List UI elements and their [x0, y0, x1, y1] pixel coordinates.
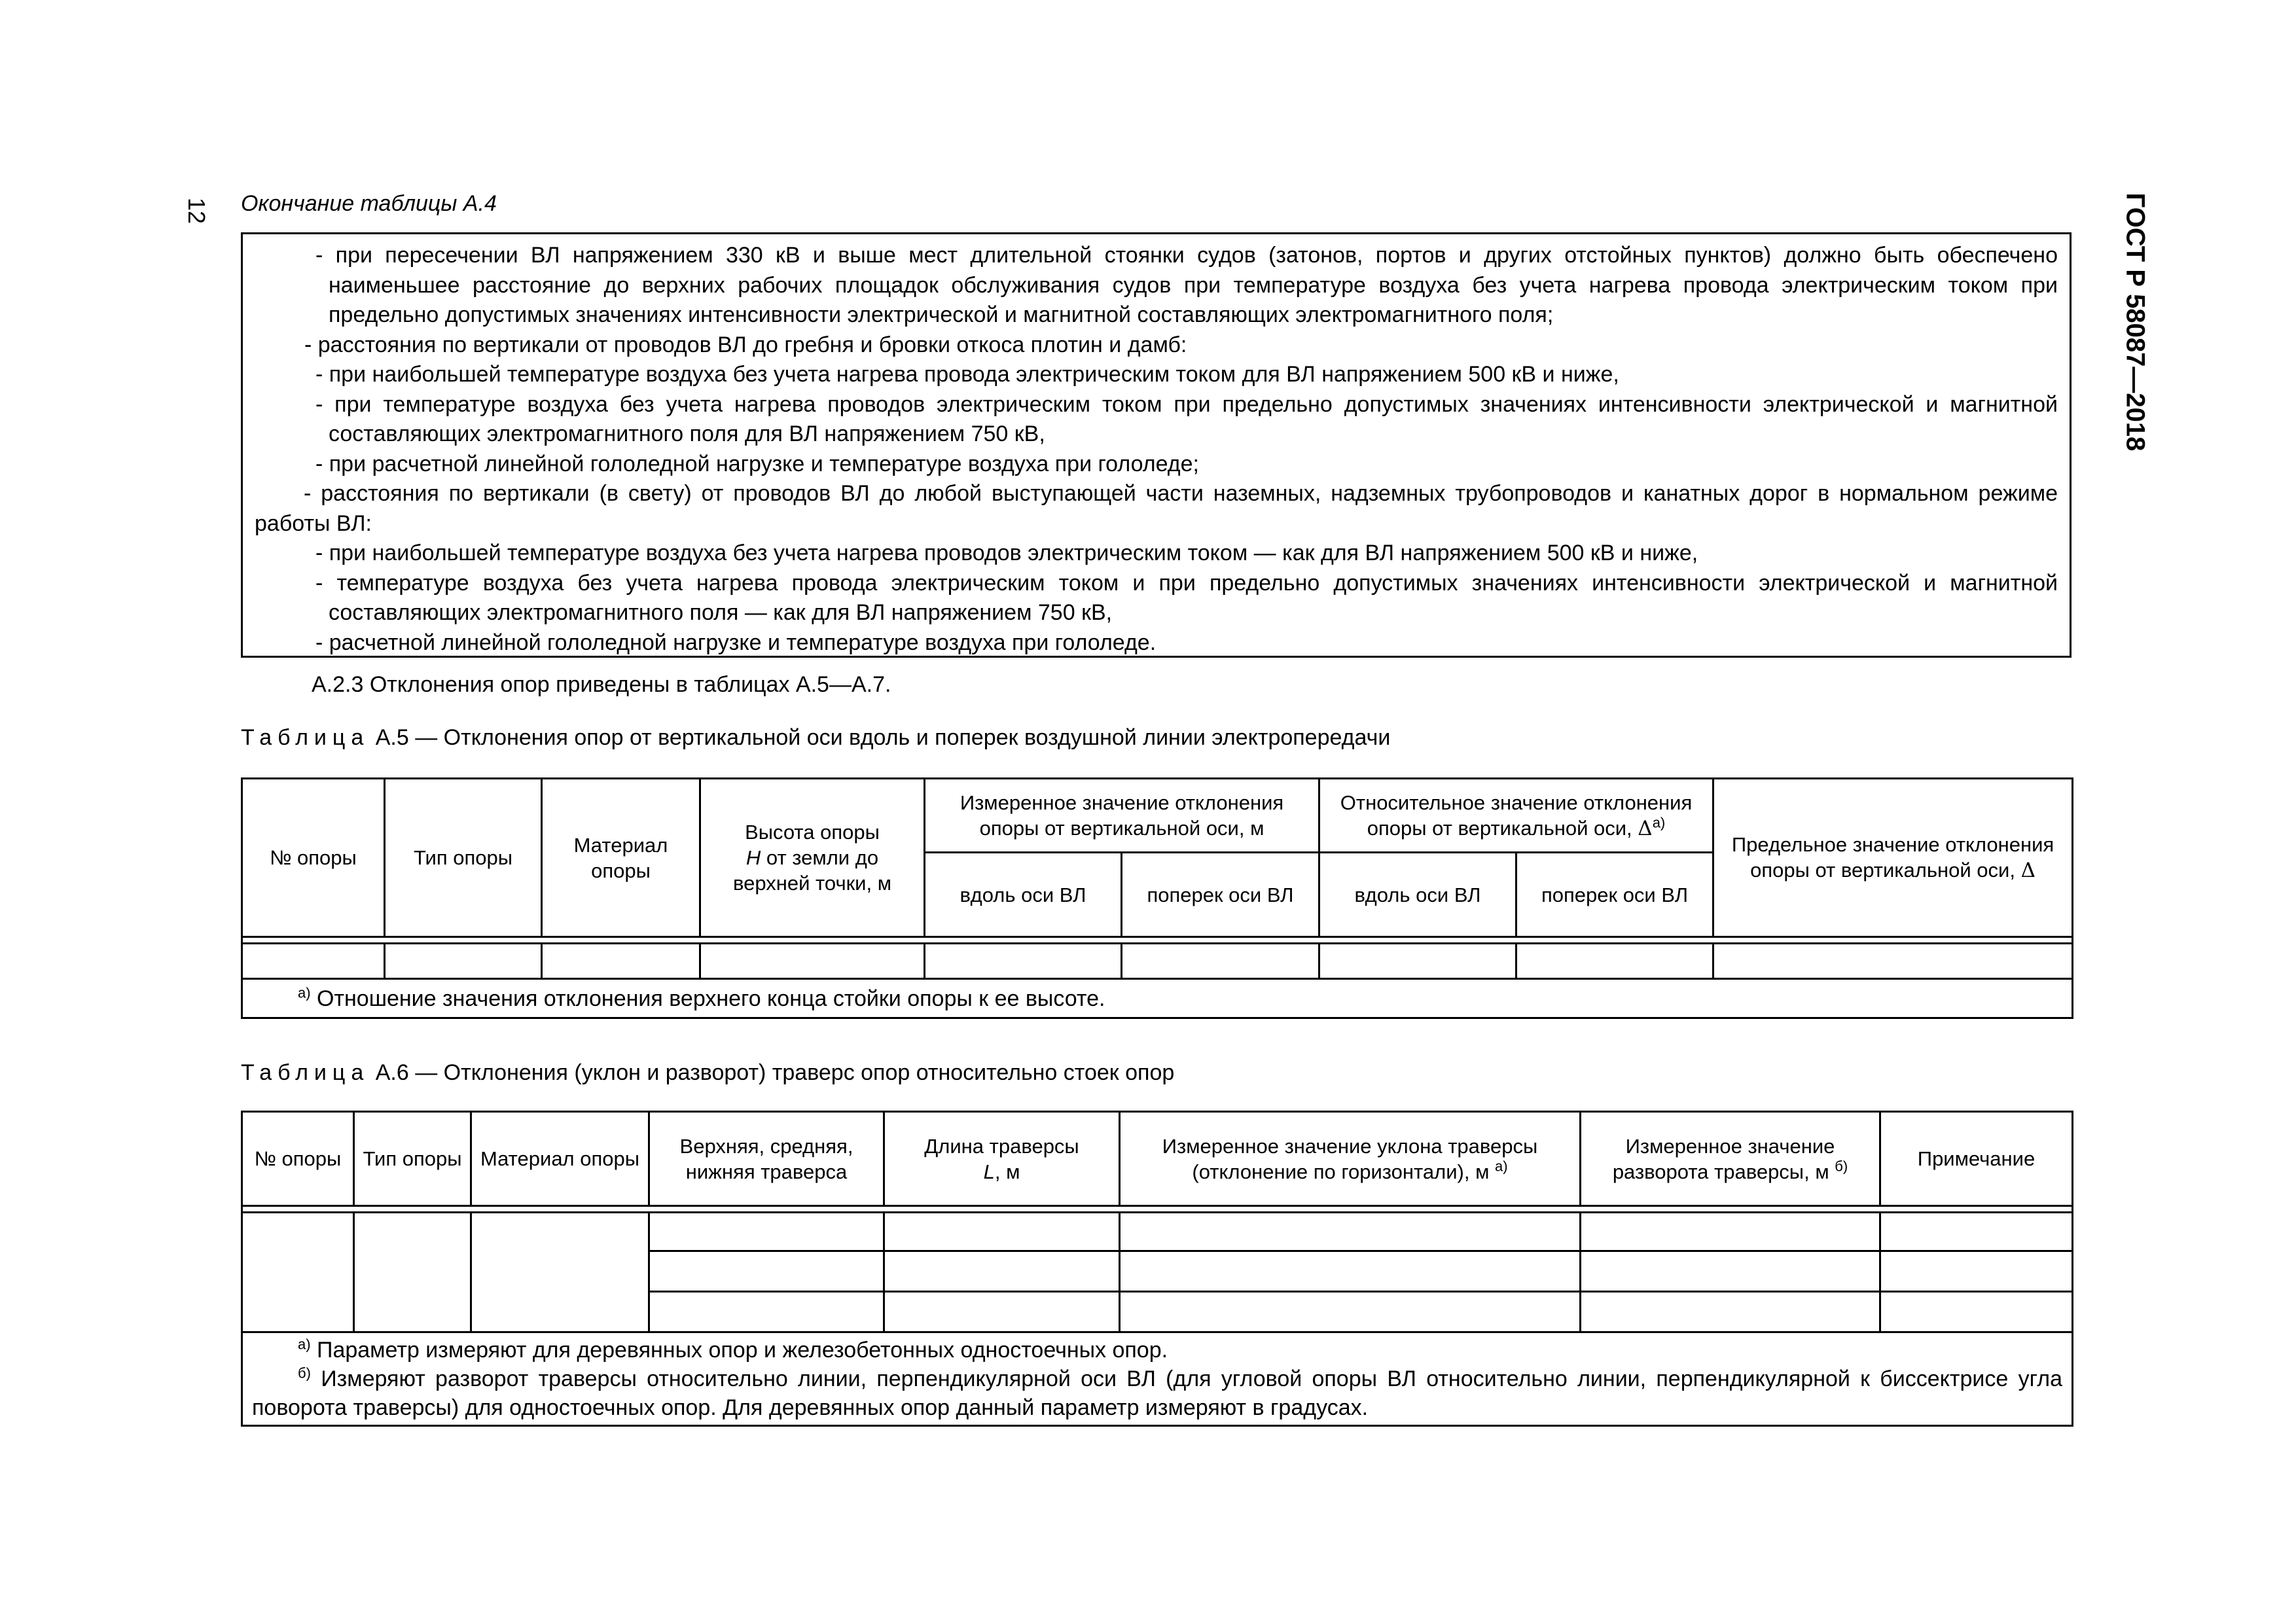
header-traverse: Верхняя, средняя, нижняя траверса	[649, 1112, 884, 1206]
cell	[1880, 1213, 2073, 1251]
caption-word: Таблица	[241, 725, 370, 750]
cell	[1516, 944, 1713, 979]
list-item: - при наибольшей температуре воздуха без учета нагрева провода электрическим током для ВЛ напряжением 500 кВ и ниже,	[315, 362, 1619, 387]
header-height-b: от земли до верхней точки, м	[732, 846, 892, 895]
delta-symbol: Δ	[2020, 859, 2036, 882]
header-limit-text: Предельное значение отклонения опоры от вертикальной оси,	[1731, 833, 2054, 882]
table-a6	[241, 1111, 2073, 1427]
cell	[1581, 1251, 1880, 1292]
footnote-text: Отношение значения отклонения верхнего конца стойки опоры к ее высоте.	[310, 986, 1105, 1011]
table-a6-caption	[241, 1060, 1174, 1086]
delta-symbol: Δ	[1638, 816, 1653, 840]
table-a4-end-box	[241, 232, 2072, 658]
header-material: Материал опоры	[542, 779, 700, 937]
header-height-a: Высота опоры	[745, 821, 880, 844]
table-row	[242, 1213, 2073, 1251]
header-height	[700, 779, 925, 937]
cell	[354, 1213, 471, 1332]
list-item: - расстояния по вертикали от проводов ВЛ до гребня и бровки откоса плотин и дамб:	[304, 332, 1187, 357]
length-symbol: L	[983, 1160, 995, 1183]
header-along: вдоль оси ВЛ	[925, 853, 1122, 937]
cell	[1581, 1292, 1880, 1332]
header-slope	[1120, 1112, 1581, 1206]
header-material: Материал опоры	[471, 1112, 649, 1206]
cell	[884, 1292, 1120, 1332]
cell	[1122, 944, 1319, 979]
footnote-mark: а)	[298, 984, 311, 1001]
header-type: Тип опоры	[354, 1112, 471, 1206]
cell	[1880, 1292, 2073, 1332]
footnote-ref: а)	[1652, 814, 1666, 831]
caption-word: Таблица	[241, 1060, 370, 1085]
cell	[1120, 1251, 1581, 1292]
header-across: поперек оси ВЛ	[1122, 853, 1319, 937]
standard-number: ГОСТ Р 58087—2018	[2121, 192, 2150, 452]
cell	[649, 1251, 884, 1292]
cell	[1713, 944, 2073, 979]
header-double-rule	[242, 937, 2073, 944]
footnote-mark: б)	[298, 1364, 311, 1382]
cell	[884, 1213, 1120, 1251]
header-length	[884, 1112, 1120, 1206]
list-item: - при наибольшей температуре воздуха без учета нагрева проводов электрическим током — как для ВЛ напряжением 500 кВ и ниже,	[315, 541, 1698, 565]
table-a5	[241, 777, 2073, 1019]
header-turn	[1581, 1112, 1880, 1206]
cell	[471, 1213, 649, 1332]
list-item: - расчетной линейной гололедной нагрузке и температуре воздуха при гололеде.	[315, 630, 1157, 655]
header-length-b: , м	[994, 1160, 1020, 1183]
header-note: Примечание	[1880, 1112, 2073, 1206]
cell	[649, 1213, 884, 1251]
footnote-ref: б)	[1835, 1158, 1848, 1175]
header-across-rel: поперек оси ВЛ	[1516, 853, 1713, 937]
footnote-mark: а)	[298, 1336, 311, 1353]
header-num: № опоры	[242, 1112, 354, 1206]
table-a5-footnote	[242, 979, 2073, 1018]
header-slope-text: Измеренное значение уклона траверсы (отклонение по горизонтали), м	[1162, 1134, 1538, 1183]
cell	[1120, 1292, 1581, 1332]
caption-text: А.5 — Отклонения опор от вертикальной оси вдоль и поперек воздушной линии электропередачи	[369, 725, 1391, 750]
table-a6-footnotes	[242, 1332, 2073, 1426]
cell	[1880, 1251, 2073, 1292]
cell	[1120, 1213, 1581, 1251]
list-item: - при пересечении ВЛ напряжением 330 кВ и выше мест длительной стоянки судов (затонов, портов и других отстойных пунктов) должно быть обеспечено наименьшее расстояние до верхних рабочих площадок обслуживания судов при температуре воздуха без учета нагрева провода электрическим током при предельно допустимых значениях интенсивности электрической и магнитной составляющих электромагнитного поля;	[315, 243, 2058, 327]
caption-text: А.6 — Отклонения (уклон и разворот) траверс опор относительно стоек опор	[369, 1060, 1175, 1085]
cell	[649, 1292, 884, 1332]
cell	[700, 944, 925, 979]
footnote-ref: а)	[1495, 1158, 1508, 1175]
header-relative	[1319, 779, 1713, 853]
cell	[1319, 944, 1516, 979]
header-double-rule	[242, 1206, 2073, 1213]
list-item: - при расчетной линейной гололедной нагрузке и температуре воздуха при гололеде;	[315, 451, 1199, 476]
cell	[385, 944, 542, 979]
height-symbol: H	[745, 846, 761, 869]
cell	[242, 1213, 354, 1332]
continuation-title: Окончание таблицы А.4	[241, 191, 497, 216]
cell	[884, 1251, 1120, 1292]
page-number: 12	[183, 197, 210, 224]
header-limit	[1713, 779, 2073, 937]
cell	[242, 944, 385, 979]
header-along-rel: вдоль оси ВЛ	[1319, 853, 1516, 937]
cell	[1581, 1213, 1880, 1251]
footnote-a	[252, 1336, 2062, 1364]
header-measured: Измеренное значение отклонения опоры от вертикальной оси, м	[925, 779, 1319, 853]
cell	[542, 944, 700, 979]
footnote-b	[252, 1364, 2062, 1422]
footnote-text: Измеряют разворот траверсы относительно линии, перпендикулярной оси ВЛ (для угловой опоры ВЛ относительно линии, перпендикулярной к биссектрисе угла поворота траверсы) для одностоечных опор. Для деревянных опор данный параметр измеряют в градусах.	[252, 1366, 2062, 1420]
list-item: - при температуре воздуха без учета нагрева проводов электрическим током при предельно допустимых значениях интенсивности электрической и магнитной составляющих электромагнитного поля для ВЛ напряжением 750 кВ,	[315, 391, 2058, 446]
table-a5-caption	[241, 725, 1390, 751]
header-turn-text: Измеренное значение разворота траверсы, м	[1612, 1134, 1835, 1183]
table-row	[242, 944, 2073, 979]
footnote-text: Параметр измеряют для деревянных опор и железобетонных одностоечных опор.	[310, 1338, 1168, 1363]
list-item: - температуре воздуха без учета нагрева провода электрическим током и при предельно допустимых значениях интенсивности электрической и магнитной составляющих электромагнитного поля — как для ВЛ напряжением 750 кВ,	[315, 570, 2058, 625]
header-relative-text: Относительное значение отклонения опоры от вертикальной оси,	[1340, 791, 1693, 840]
header-type: Тип опоры	[385, 779, 542, 937]
header-length-a: Длина траверсы	[924, 1134, 1079, 1158]
header-num: № опоры	[242, 779, 385, 937]
list-item: - расстояния по вертикали (в свету) от проводов ВЛ до любой выступающей части наземных, надземных трубопроводов и канатных дорог в нормальном режиме работы ВЛ:	[255, 481, 2058, 536]
cell	[925, 944, 1122, 979]
paragraph-a23: А.2.3 Отклонения опор приведены в таблицах А.5—А.7.	[312, 672, 891, 697]
